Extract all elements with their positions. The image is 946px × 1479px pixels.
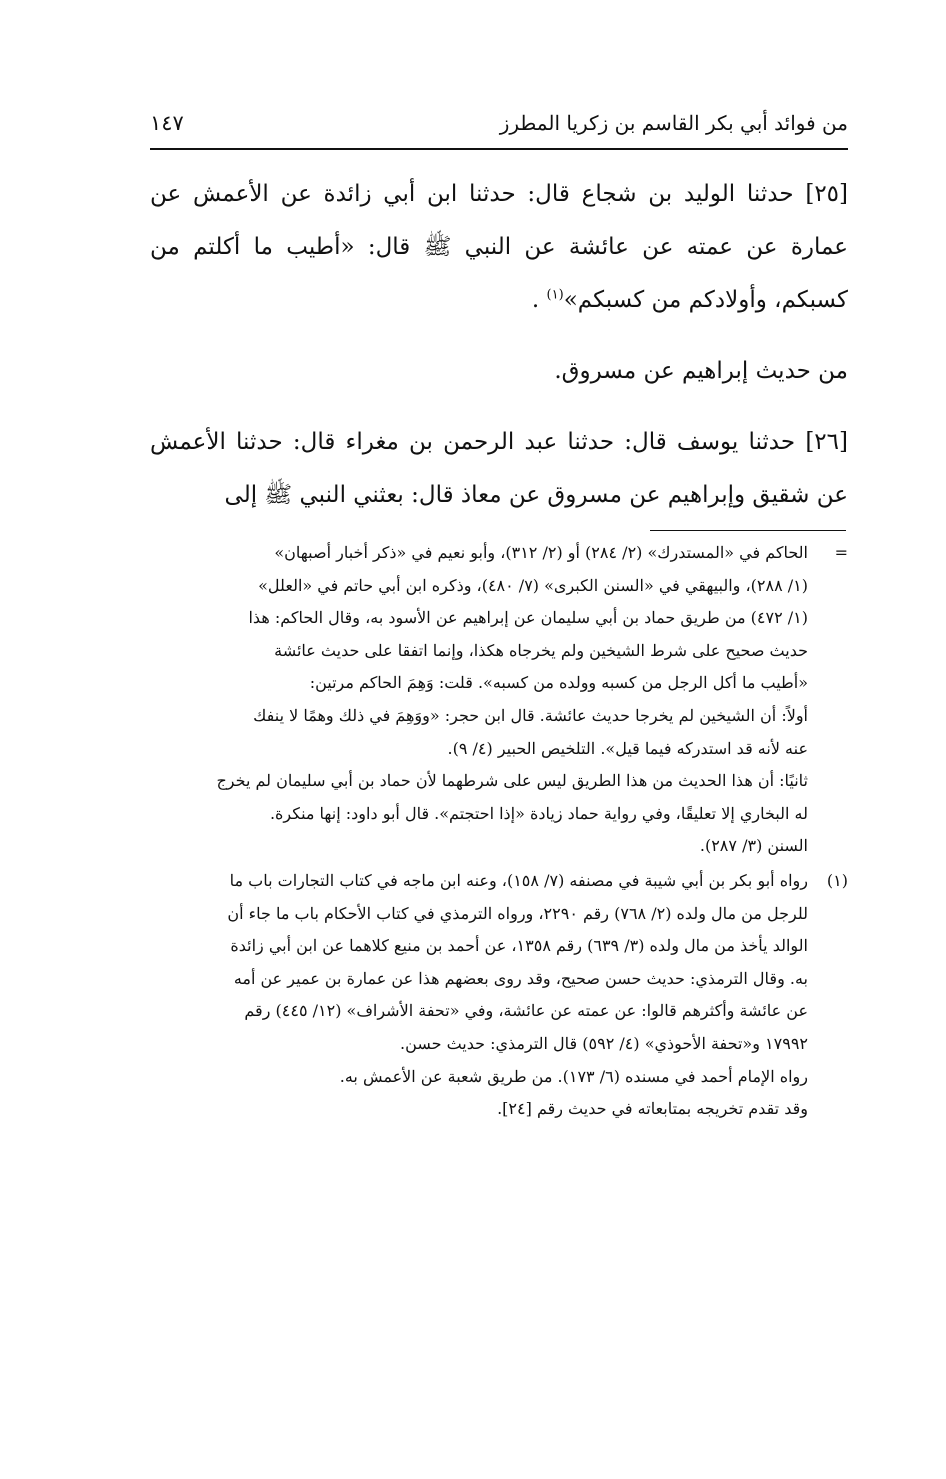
continuation-marker: = [834, 543, 848, 562]
footnote-line: السنن (٣/ ٢٨٧). [699, 836, 808, 856]
running-header [150, 108, 848, 142]
page-number: ١٤٧ [150, 111, 184, 135]
hadith-25 [150, 168, 848, 327]
footnote-ref[interactable]: (١) [546, 287, 564, 303]
footnote-line: عنه لأنه قد استدركه فيما قيل». التلخيص الحبير (٤/ ٩). [447, 738, 808, 758]
footnote-1 [150, 865, 848, 1126]
footnote-line: ١٧٩٩٢ و«تحفة الأحوذي» (٤/ ٥٩٢) قال الترمذي: حديث حسن. [400, 1033, 808, 1053]
footnote-line: وقد تقدم تخريجه بمتابعاته في حديث رقم [٢٤]. [497, 1099, 808, 1119]
footnote-separator [650, 530, 846, 531]
footnote-line: للرجل من مال ولده (٢/ ٧٦٨) رقم ٢٢٩٠، ورواه الترمذي في كتاب الأحكام باب ما جاء أن [227, 903, 808, 923]
footnote-line: الحاكم في «المستدرك» (٢/ ٢٨٤) أو (٢/ ٣١٢)، وأبو نعيم في «ذكر أخبار أصبهان» [274, 543, 808, 562]
main-text [150, 168, 848, 522]
footnote-line: رواه أبو بكر بن أبي شيبة في مصنفه (٧/ ١٥٨)، وعنه ابن ماجه في كتاب التجارات باب ما [229, 870, 808, 890]
footnote-marker: (١) [826, 870, 848, 890]
section-note-text: من حديث إبراهيم عن مسروق. [554, 358, 848, 384]
header-rule [150, 148, 848, 150]
footnote-continued [150, 537, 848, 863]
hadith-text: حدثنا يوسف قال: حدثنا عبد الرحمن بن مغراء قال: حدثنا الأعمش عن شقيق وإبراهيم عن مسروق عن معاذ قال: بعثني النبي ﷺ إلى [150, 429, 848, 508]
footnote-line: له البخاري إلا تعليقًا، وفي رواية حماد زيادة «إذا احتجتم». قال أبو داود: إنها منكرة. [269, 803, 808, 823]
hadith-26 [150, 416, 848, 522]
footnote-line: الوالد يأخذ من مال ولده (٣/ ٦٣٩) رقم ١٣٥٨، عن أحمد بن منيع كلاهما عن ابن أبي زائدة [230, 936, 808, 956]
hadith-text: حدثنا الوليد بن شجاع قال: حدثنا ابن أبي زائدة عن الأعمش عن عمارة عن عمته عن عائشة عن النبي ﷺ قال: «أطيب ما أكلتم من كسبكم، وأولادكم من كسبكم» [150, 181, 848, 313]
footnote-line: (١/ ٢٨٨)، والبيهقي في «السنن الكبرى» (٧/ ٤٨٠)، وذكره ابن أبي حاتم في «العلل» [258, 575, 808, 595]
footnote-line: أولاً: أن الشيخين لم يخرجا حديث عائشة. قال ابن حجر: «ووَهِمَ في ذلك وهمًا لا ينفك [253, 705, 808, 725]
running-title: من فوائد أبي بكر القاسم بن زكريا المطرز [499, 111, 848, 135]
hadith-number: [٢٥] [805, 181, 849, 207]
footnote-line: رواه الإمام أحمد في مسنده (٦/ ١٧٣). من طريق شعبة عن الأعمش به. [339, 1066, 808, 1086]
hadith-number: [٢٦] [805, 429, 848, 455]
section-note [150, 345, 848, 398]
footnote-line: (١/ ٤٧٢) من طريق حماد بن أبي سليمان عن إبراهيم عن الأسود به، وقال الحاكم: هذا [248, 608, 808, 628]
footnote-line: ثانيًا: أن هذا الحديث من هذا الطريق ليس على شرطهما لأن حماد بن أبي سليمان لم يخرج [216, 771, 808, 791]
footnote-line: «أطيب ما أكل الرجل من كسبه وولده من كسبه». قلت: وَهِمَ الحاكم مرتين: [309, 673, 808, 693]
footnotes [150, 537, 848, 1126]
hadith-tail: . [531, 287, 540, 313]
footnote-line: حديث صحيح على شرط الشيخين ولم يخرجاه هكذا، وإنما اتفقا على حديث عائشة [274, 640, 808, 660]
footnote-line: به. وقال الترمذي: حديث حسن صحيح، وقد روى بعضهم هذا عن عمارة بن عمير عن أمه [233, 968, 808, 988]
footnote-line: عن عائشة وأكثرهم قالوا: عن عمته عن عائشة، وفي «تحفة الأشراف» (١٢/ ٤٤٥) رقم [244, 1001, 808, 1021]
